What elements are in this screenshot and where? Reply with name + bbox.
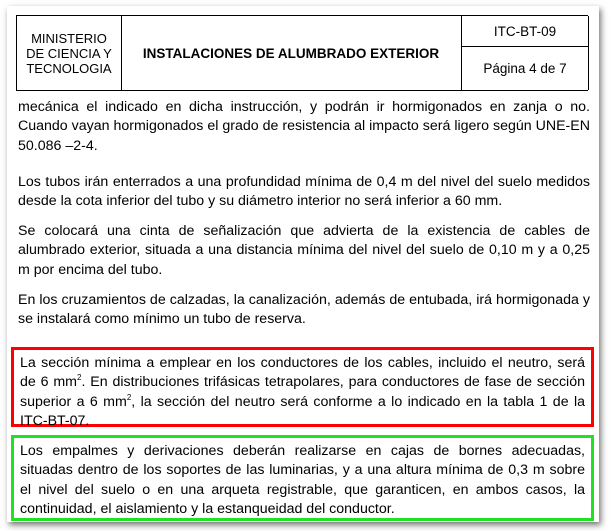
ministry-line: MINISTERIO <box>31 30 107 46</box>
code-cell <box>461 16 589 90</box>
ministry-cell <box>16 16 122 90</box>
paragraph: Los tubos irán enterrados a una profundidad mínima de 0,4 m del nivel del suelo medidos desde la cota inferior del tubo y su diámetro interior no será inferior a 60 mm. <box>18 174 590 210</box>
ministry-line: DE CIENCIA Y <box>26 45 112 61</box>
page-number: Página 4 de 7 <box>483 61 567 76</box>
highlighted-paragraph-green <box>11 435 594 521</box>
ministry-line: TECNOLOGIA <box>26 60 112 76</box>
text-segment: Los empalmes y derivaciones deberán realizarse en cajas de bornes adecuadas, situadas dentro de los soportes de las luminarias, y a una altura mínima de 0,3 m sobre el nivel del suelo o en una arqueta registrable, que garanticen, en ambos casos, la continuidad, el aislamiento y la estanqueidad del conductor. <box>20 443 585 517</box>
text-segment: La sección mínima a emplear en los conductores de los cables, incluido el neutro, será de 6 mm <box>20 355 585 391</box>
paragraph: En los cruzamientos de calzadas, la canalización, además de entubada, irá hormigonada y se instalará como mínimo un tubo de reserva. <box>18 292 590 328</box>
document-header <box>16 15 588 91</box>
paragraph: Se colocará una cinta de señalización que advierta de la existencia de cables de alumbrado exterior, situada a una distancia mínima del nivel del suelo de 0,10 m y a 0,25 m por encima del tubo. <box>18 223 590 278</box>
document-code: ITC-BT-09 <box>462 16 588 47</box>
text-segment: , la sección del neutro será conforme a lo indicado en la tabla 1 de la ITC-BT-07. <box>20 393 586 429</box>
paragraph: mecánica el indicado en dicha instrucción, y podrán ir hormigonados en zanja o no. Cuando vayan hormigonados el grado de resistencia al impacto será ligero según UNE-EN 50.086 –2-4. <box>18 99 590 154</box>
highlighted-paragraph-red <box>11 347 594 427</box>
superscript: 2 <box>77 373 82 383</box>
text-segment: . En distribuciones trifásicas tetrapolares, para conductores de fase de sección superior a 6 mm <box>20 374 585 410</box>
superscript: 2 <box>126 392 132 402</box>
document-title: INSTALACIONES DE ALUMBRADO EXTERIOR <box>142 45 440 61</box>
